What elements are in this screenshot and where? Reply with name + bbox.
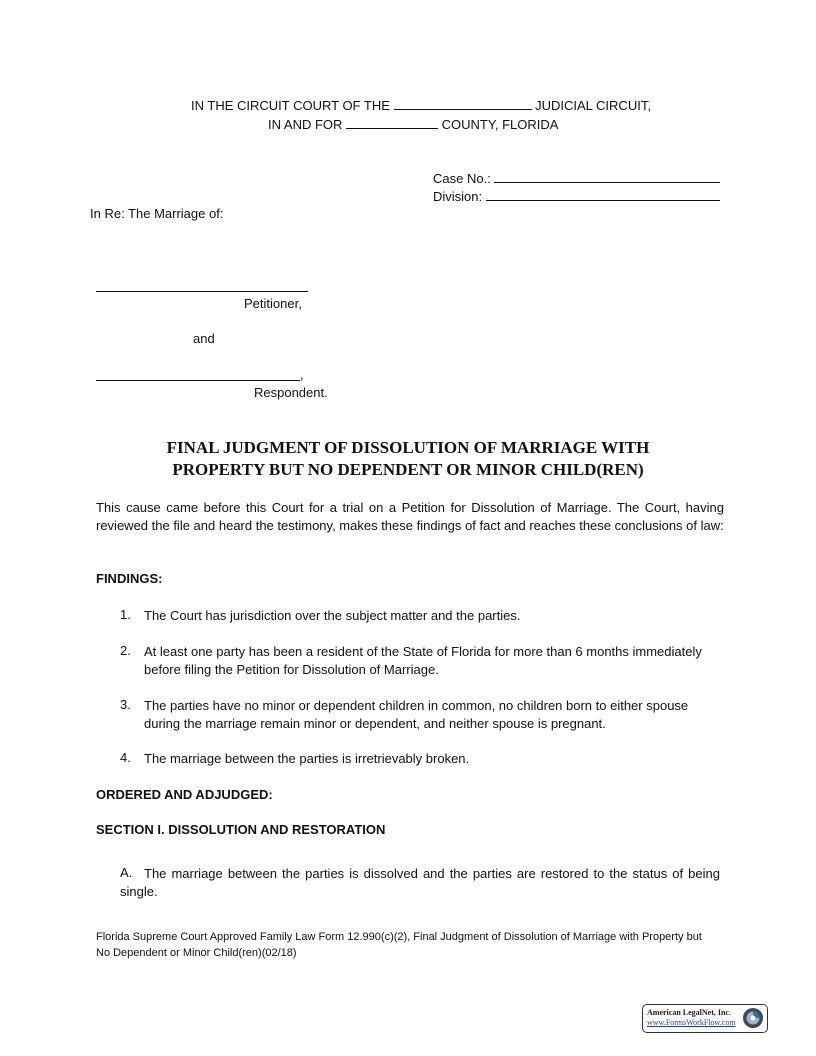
section-1-heading: SECTION I. DISSOLUTION AND RESTORATION <box>96 822 386 837</box>
county-blank[interactable] <box>346 116 438 129</box>
county-prefix: IN AND FOR <box>268 117 343 132</box>
division-row <box>433 188 720 204</box>
county-suffix: COUNTY, FLORIDA <box>441 117 559 132</box>
division-field[interactable] <box>486 188 720 201</box>
findings-heading: FINDINGS: <box>96 571 163 586</box>
document-title <box>96 437 720 481</box>
court-header-line1 <box>191 97 651 113</box>
case-number-row <box>433 170 720 186</box>
circuit-blank[interactable] <box>394 97 532 110</box>
court-suffix: JUDICIAL CIRCUIT, <box>535 98 651 113</box>
and-label: and <box>193 331 215 346</box>
in-re-label: In Re: The Marriage of: <box>90 206 224 221</box>
section-1-item-a-letter: A. <box>120 865 133 880</box>
finding-2-text: At least one party has been a resident of the State of Florida for more than 6 months immediately before filing the Petition for Dissolution of Marriage. <box>144 644 702 677</box>
division-label: Division: <box>433 189 483 204</box>
finding-4-text: The marriage between the parties is irretrievably broken. <box>144 751 470 766</box>
court-prefix: IN THE CIRCUIT COURT OF THE <box>191 98 390 113</box>
petitioner-label: Petitioner, <box>244 296 302 311</box>
ordered-heading: ORDERED AND ADJUDGED: <box>96 787 273 802</box>
case-number-label: Case No.: <box>433 171 491 186</box>
logo-url[interactable]: www.FormsWorkFlow.com <box>647 1018 736 1027</box>
respondent-name-line[interactable] <box>96 380 300 381</box>
finding-2-number: 2. <box>120 643 131 658</box>
title-line-1: FINAL JUDGMENT OF DISSOLUTION OF MARRIAGE WITH <box>166 438 650 457</box>
finding-1-text: The Court has jurisdiction over the subject matter and the parties. <box>144 608 521 623</box>
case-number-field[interactable] <box>494 170 720 183</box>
finding-3-number: 3. <box>120 697 131 712</box>
globe-icon <box>742 1007 764 1029</box>
finding-3-text: The parties have no minor or dependent children in common, no children born to either spouse during the marriage remain minor or dependent, and neither spouse is pregnant. <box>144 698 689 731</box>
respondent-comma: , <box>300 367 304 382</box>
title-line-2: PROPERTY BUT NO DEPENDENT OR MINOR CHILD(REN) <box>172 460 644 479</box>
petitioner-name-line[interactable] <box>96 291 308 292</box>
finding-4-number: 4. <box>120 750 131 765</box>
finding-1-number: 1. <box>120 607 131 622</box>
respondent-label: Respondent. <box>254 385 328 400</box>
intro-paragraph: This cause came before this Court for a trial on a Petition for Dissolution of Marriage. The Court, having reviewed the file and heard the testimony, makes these findings of fact and reaches these conclusions of law: <box>96 500 724 533</box>
logo-company-name: American LegalNet, Inc. <box>647 1008 731 1017</box>
form-footer: Florida Supreme Court Approved Family Law Form 12.990(c)(2), Final Judgment of Dissolution of Marriage with Property but No Dependent or Minor Child(ren)(02/18) <box>96 931 702 959</box>
american-legalnet-logo[interactable] <box>642 1004 768 1033</box>
court-header-line2 <box>268 116 558 132</box>
section-1-item-a-text: The marriage between the parties is dissolved and the parties are restored to the status of being single. <box>120 866 720 899</box>
